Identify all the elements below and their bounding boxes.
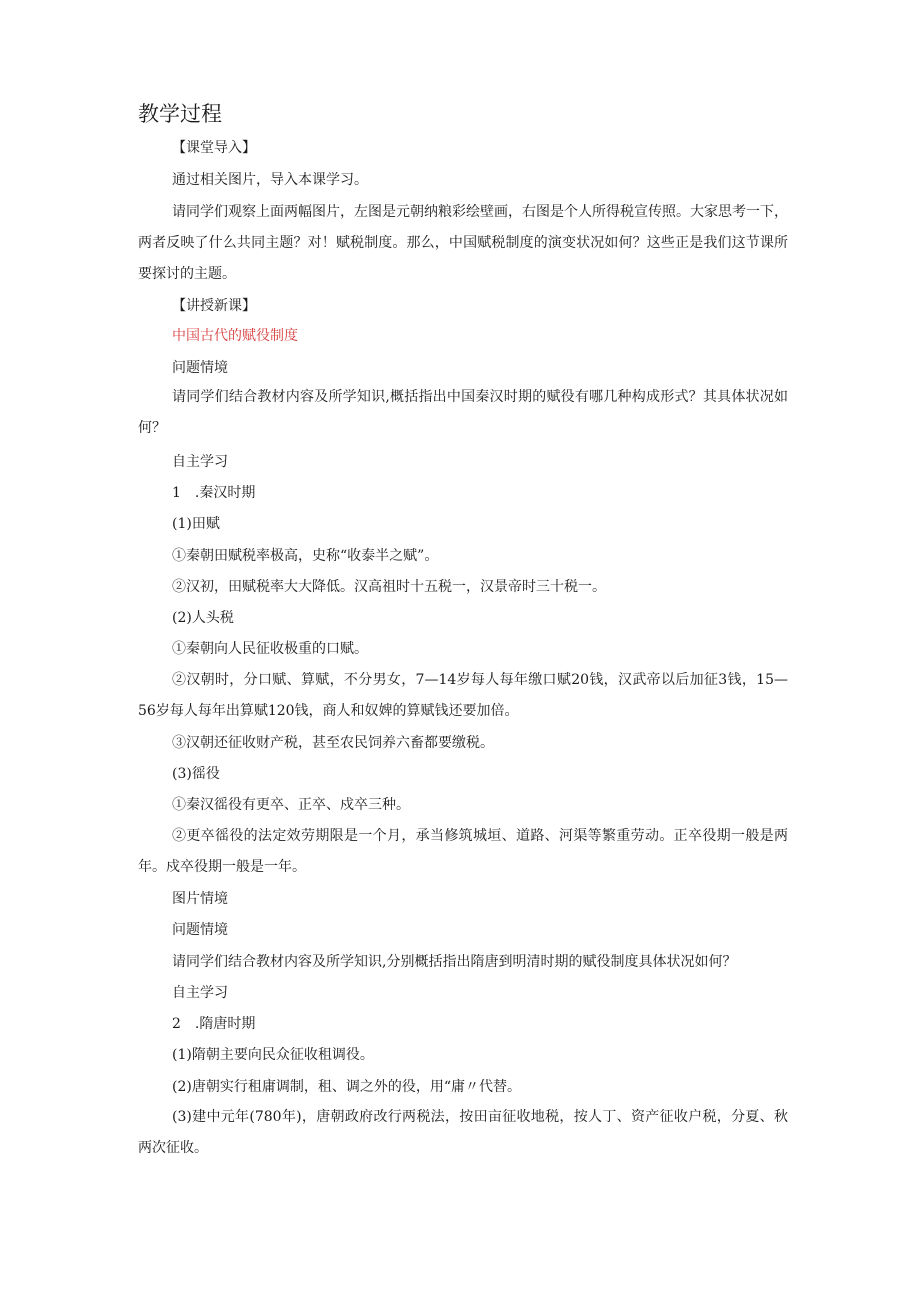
new-lesson-heading: 【讲授新课】 [172,298,256,314]
corvee-item: ②更卒徭役的法定效劳期限是一个月，承当修筑城垣、道路、河渠等繁重劳动。正卒役期一般是两年。戍卒役期一般是一年。 [138,828,788,875]
poll-tax-item: ②汉朝时，分口赋、算赋，不分男女，7—14岁每人每年缴口赋20钱，汉武帝以后加征3钱，15—56岁每人每年出算赋120钱，商人和奴婢的算赋钱还要加倍。 [138,672,788,719]
question-paragraph: 请同学们结合教材内容及所学知识,概括指出中国秦汉时期的赋役有哪几种构成形式？其具体状况如何？ [138,389,788,436]
section-title: 中国古代的赋役制度 [172,328,298,344]
picture-label: 图片情境 [172,891,228,907]
suitang-heading: 2 .隋唐时期 [172,1016,256,1032]
page-title: 教学过程 [138,102,222,126]
corvee-heading: (3)徭役 [172,766,220,782]
land-tax-item: ①秦朝田赋税率极高，史称“收泰半之赋”。 [172,548,439,564]
land-tax-item: ②汉初，田赋税率大大降低。汉高祖时十五税一，汉景帝时三十税一。 [172,579,606,595]
suitang-item: (1)隋朝主要向民众征收租调役。 [172,1047,374,1063]
poll-tax-heading: (2)人头税 [172,610,234,626]
qinhan-heading: 1 .秦汉时期 [172,485,256,501]
suitang-item: (2)唐朝实行租庸调制，租、调之外的役，用“庸〃代替。 [172,1079,521,1095]
poll-tax-item: ③汉朝还征收财产税，甚至农民饲养六畜都要缴税。 [172,735,494,751]
corvee-item: ①秦汉徭役有更卒、正卒、戍卒三种。 [172,797,410,813]
question-paragraph: 请同学们结合教材内容及所学知识,分别概括指出隋唐到明清时期的赋役制度具体状况如何？ [172,954,737,970]
poll-tax-item: ①秦朝向人民征收极重的口赋。 [172,641,368,657]
suitang-item: (3)建中元年(780年)，唐朝政府改行两税法，按田亩征收地税，按人丁、资产征收户税，分夏、秋两次征收。 [138,1109,788,1156]
self-study-label: 自主学习 [172,985,228,1001]
problem-label: 问题情境 [172,360,228,376]
intro-heading: 【课堂导入】 [172,140,256,156]
intro-paragraph: 请同学们观察上面两幅图片，左图是元朝纳粮彩绘壁画，右图是个人所得税宣传照。大家思考一下，两者反映了什么共同主题？对！赋税制度。那么，中国赋税制度的演变状况如何？这些正是我们这节课所要探讨的主题。 [138,204,788,282]
intro-line: 通过相关图片，导入本课学习。 [172,172,368,188]
problem-label: 问题情境 [172,922,228,938]
self-study-label: 自主学习 [172,454,228,470]
land-tax-heading: (1)田赋 [172,516,220,532]
